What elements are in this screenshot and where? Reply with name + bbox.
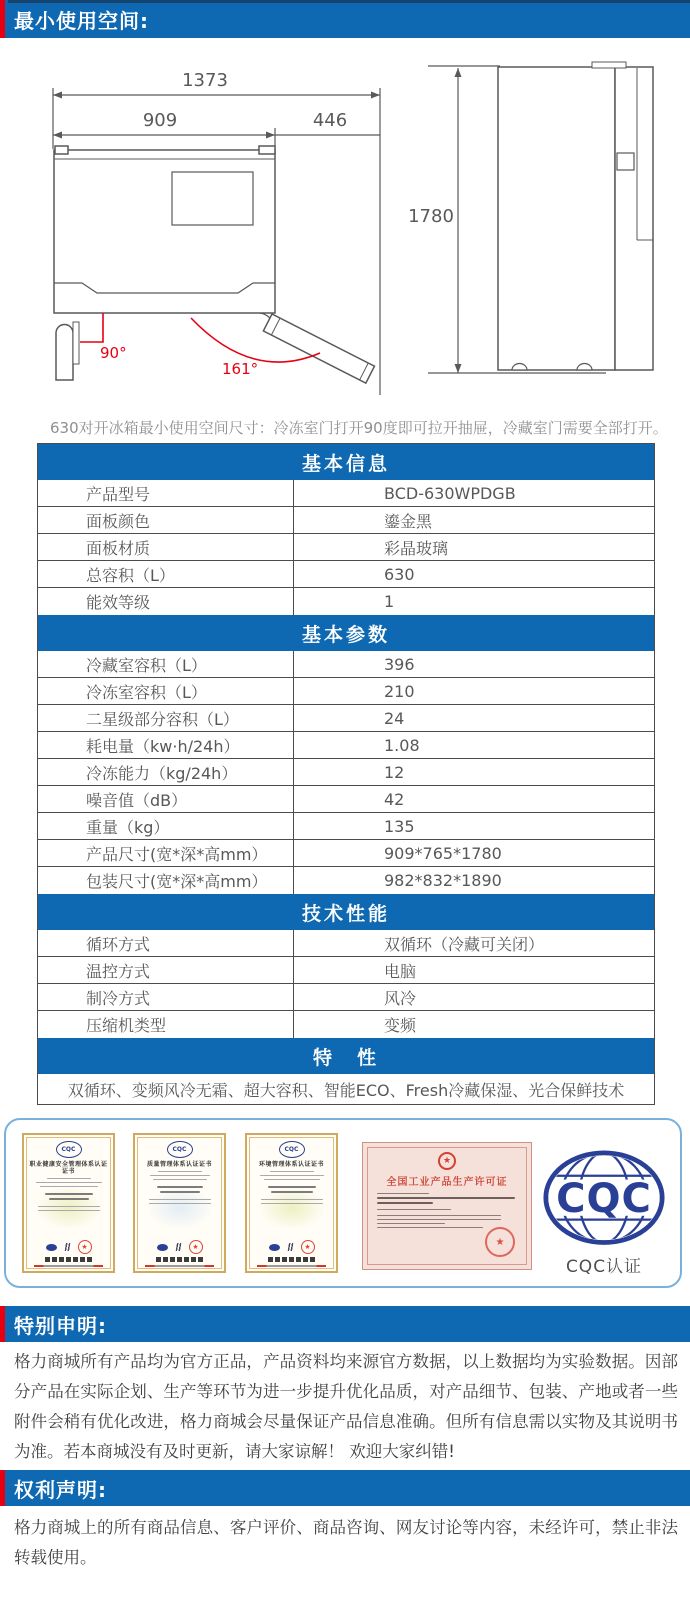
- cert-text-blur: [158, 1171, 202, 1172]
- spec-table: [37, 443, 655, 1105]
- signature-icon: [284, 1243, 297, 1251]
- diagram-caption: 630对开冰箱最小使用空间尺寸：冷冻室门打开90度即可拉开抽屉，冷藏室门需要全部打开。: [50, 419, 668, 437]
- section-header-basic-info: 基本信息: [38, 444, 654, 480]
- signature-icon: [61, 1243, 74, 1251]
- spec-label: 二星级部分容积（L）: [38, 705, 294, 731]
- cert-text-blur: [153, 1179, 207, 1180]
- table-row: [38, 840, 654, 867]
- cert-text-blur: [377, 1215, 501, 1216]
- angle-left-label: 90°: [100, 344, 127, 362]
- spec-label: 冷冻能力（kg/24h）: [38, 759, 294, 785]
- spec-label: 总容积（L）: [38, 561, 294, 587]
- spec-value: 电脑: [384, 961, 417, 981]
- spec-value: 396: [384, 654, 415, 674]
- cert-footer-marks: [268, 1257, 315, 1262]
- spec-label: 冷冻室容积（L）: [38, 678, 294, 704]
- cert-text-blur: [149, 1203, 211, 1204]
- table-row: [38, 561, 654, 588]
- cert-text-blur: [268, 1186, 316, 1188]
- freezer-door-open-90: [56, 325, 73, 380]
- spec-label: 耗电量（kw·h/24h）: [38, 732, 294, 758]
- spec-value: 双循环（冷藏可关闭）: [384, 934, 545, 954]
- angle-right-label: 161°: [222, 360, 259, 378]
- cnas-logo-icon: [269, 1244, 280, 1251]
- certificate-environment: [245, 1133, 338, 1273]
- page-title-bar: [0, 0, 690, 38]
- spec-label: 面板颜色: [38, 507, 294, 533]
- cert-text-blur: [377, 1227, 483, 1228]
- page-title: 最小使用空间:: [14, 8, 149, 33]
- license-text-lines: [363, 1188, 531, 1228]
- cert-footer-marks: [156, 1257, 203, 1262]
- spec-label: 循环方式: [38, 930, 294, 956]
- cert-text-blur: [261, 1199, 323, 1200]
- dim-door-clearance-label: 446: [312, 110, 348, 131]
- certificate-title: 质量管理体系认证证书: [146, 1161, 212, 1168]
- red-seal-icon: ★: [301, 1240, 315, 1254]
- special-statement-body: 格力商城所有产品均为官方正品，产品资料均来源官方数据，以上数据均为实验数据。因部分产品在实际企划、生产等环节为进一步提升优化品质，对产品细节、包装、产地或者一些附件会稍有优化改进，格力商城会尽量保证产品信息准确。但所有信息需以实物及其说明书为准。若本商城没有及时更新，请大家谅解！ 欢迎大家纠错!: [14, 1351, 678, 1461]
- red-seal-icon: ★: [78, 1240, 92, 1254]
- cqc-oval-icon: CQC: [167, 1141, 193, 1158]
- table-row: [38, 957, 654, 984]
- fridge-door-open-161: [263, 314, 374, 383]
- cqc-letters: CQC: [556, 1175, 652, 1222]
- cert-text-blur: [49, 1198, 89, 1200]
- certificate-title: 职业健康安全管理体系认证证书: [29, 1161, 108, 1175]
- table-row: [38, 759, 654, 786]
- spec-label: 温控方式: [38, 957, 294, 983]
- cert-text-blur: [45, 1193, 93, 1195]
- cert-footer-logos: [269, 1240, 315, 1254]
- fridge-side-view: [498, 62, 653, 370]
- spec-value: 24: [384, 708, 405, 728]
- spec-value: 982*832*1890: [384, 871, 502, 890]
- cert-footer-marks: [45, 1257, 92, 1262]
- cnas-logo-icon: [46, 1244, 57, 1251]
- spec-label: 产品型号: [38, 480, 294, 506]
- table-row: [38, 588, 654, 615]
- spec-label: 面板材质: [38, 534, 294, 560]
- dim-total-width-label: 1373: [182, 70, 228, 91]
- spec-value: 鎏金黑: [384, 511, 433, 531]
- rights-statement-bar: [0, 1470, 690, 1506]
- special-statement-bar: [0, 1306, 690, 1342]
- spec-value: 变频: [384, 1016, 417, 1035]
- cert-text-blur: [377, 1219, 501, 1220]
- cert-footer-logos: [157, 1240, 203, 1254]
- table-row: [38, 732, 654, 759]
- red-seal-icon: ★: [485, 1227, 515, 1257]
- rights-statement-body: 格力商城上的所有商品信息、客户评价、商品咨询、网友讨论等内容，未经许可，禁止非法转载使用。: [14, 1517, 678, 1567]
- certificates-panel: [4, 1118, 682, 1288]
- table-row: [38, 813, 654, 840]
- cert-text-blur: [36, 1182, 102, 1183]
- production-license-certificate: [362, 1142, 532, 1270]
- cert-text-blur: [38, 1210, 100, 1211]
- cert-text-blur: [271, 1191, 313, 1193]
- table-row: [38, 786, 654, 813]
- table-row: [38, 930, 654, 957]
- cert-text-blur: [38, 1206, 100, 1207]
- cert-text-blur: [47, 1178, 91, 1179]
- table-row: [38, 507, 654, 534]
- cert-text-blur: [149, 1199, 211, 1200]
- red-accent-stripe: [0, 1306, 5, 1342]
- cert-text-blur: [40, 1186, 98, 1187]
- cnas-logo-icon: [157, 1244, 168, 1251]
- table-row: [38, 1011, 654, 1038]
- cqc-oval-icon: CQC: [279, 1141, 305, 1158]
- spec-label: 能效等级: [38, 588, 294, 615]
- signature-icon: [172, 1243, 185, 1251]
- dim-height-label: 1780: [408, 206, 454, 227]
- spec-label: 产品尺寸(宽*深*高mm）: [38, 840, 294, 866]
- cqc-caption: CQC认证: [565, 1257, 643, 1277]
- spec-value: 12: [384, 762, 405, 782]
- table-row: [38, 678, 654, 705]
- cert-text-blur: [264, 1179, 320, 1180]
- spec-value: 135: [384, 816, 415, 836]
- spec-value: 210: [384, 681, 415, 701]
- dim-body-width-label: 909: [142, 110, 178, 131]
- spec-value: 630: [384, 564, 415, 584]
- spec-label: 压缩机类型: [38, 1011, 294, 1038]
- table-row: [38, 705, 654, 732]
- certificate-quality: [133, 1133, 226, 1273]
- cert-text-blur: [160, 1191, 200, 1193]
- cert-text-blur: [377, 1202, 433, 1204]
- cert-text-blur: [261, 1203, 323, 1204]
- cqc-oval-icon: CQC: [56, 1141, 82, 1158]
- cert-bottom-line: [145, 1265, 214, 1267]
- section-header-features: 特 性: [38, 1038, 654, 1074]
- table-row: [38, 867, 654, 894]
- cert-watermark: [147, 1187, 213, 1229]
- top-edge-line: [8, 0, 690, 3]
- spec-label: 包装尺寸(宽*深*高mm）: [38, 867, 294, 894]
- spec-value: BCD-630WPDGB: [384, 483, 516, 503]
- cert-text-blur: [377, 1193, 429, 1194]
- cqc-globe-logo: [542, 1150, 666, 1249]
- red-accent-stripe: [0, 0, 5, 38]
- special-statement-title: 特别申明:: [14, 1313, 107, 1338]
- spec-value: 1: [384, 592, 395, 611]
- red-seal-icon: ★: [189, 1240, 203, 1254]
- cert-footer-logos: [46, 1240, 92, 1254]
- rights-statement-title: 权利声明:: [14, 1477, 107, 1502]
- spec-value: 1.08: [384, 735, 420, 755]
- cert-text-blur: [150, 1175, 210, 1176]
- spec-value: 风冷: [384, 988, 417, 1008]
- cert-bottom-line: [34, 1265, 103, 1267]
- spec-label: 重量（kg）: [38, 813, 294, 839]
- spec-value: 42: [384, 789, 405, 809]
- cert-text-blur: [270, 1171, 314, 1172]
- cert-bottom-line: [257, 1265, 326, 1267]
- certificate-ohs: [22, 1133, 115, 1273]
- national-emblem-icon: ★: [438, 1152, 456, 1170]
- spec-label: 冷藏室容积（L）: [38, 651, 294, 677]
- feature-list: 双循环、变频风冷无霜、超大容积、智能ECO、Fresh冷藏保湿、光合保鲜技术: [67, 1080, 625, 1100]
- red-accent-stripe: [0, 1470, 5, 1506]
- table-row: [38, 534, 654, 561]
- cert-text-blur: [377, 1209, 451, 1210]
- table-row: [38, 651, 654, 678]
- spec-label: 噪音值（dB）: [38, 786, 294, 812]
- spec-label: 制冷方式: [38, 984, 294, 1010]
- certificate-title: 环境管理体系认证证书: [258, 1161, 324, 1168]
- table-row: [38, 480, 654, 507]
- cert-text-blur: [377, 1223, 445, 1224]
- spec-value: 彩晶玻璃: [384, 538, 449, 558]
- license-title: 全国工业产品生产许可证: [386, 1177, 508, 1188]
- fridge-dimension-diagram: [0, 52, 690, 397]
- table-row: [38, 984, 654, 1011]
- cert-text-blur: [157, 1186, 203, 1188]
- section-header-tech-performance: 技术性能: [38, 894, 654, 930]
- cert-watermark: [259, 1187, 325, 1229]
- section-header-basic-params: 基本参数: [38, 615, 654, 651]
- cert-text-blur: [377, 1197, 515, 1199]
- cert-text-blur: [260, 1175, 324, 1176]
- spec-value: 909*765*1780: [384, 843, 502, 863]
